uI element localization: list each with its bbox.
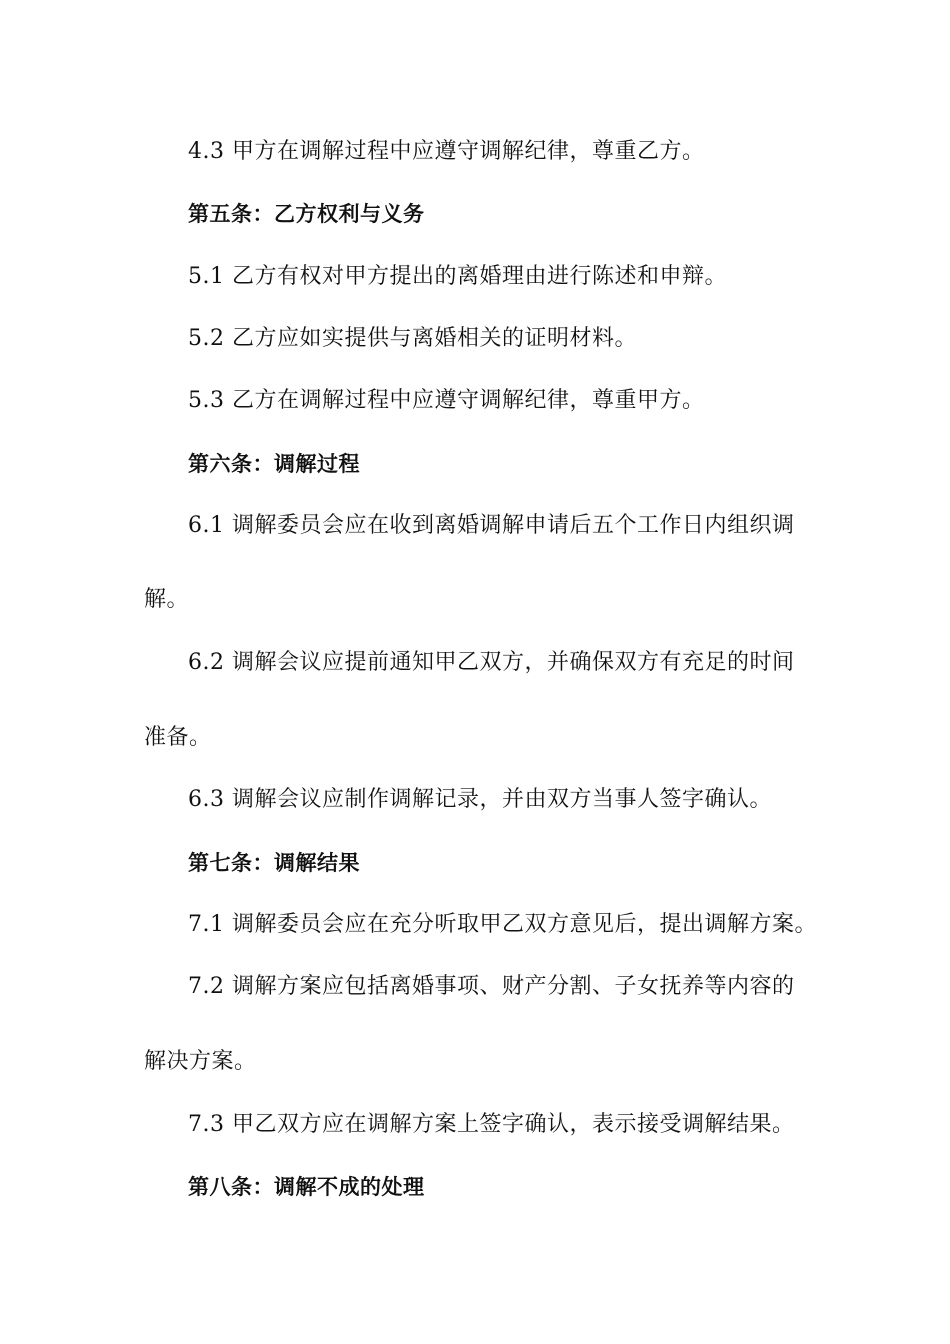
clause-4-3: 4.3 甲方在调解过程中应遵守调解纪律，尊重乙方。 [188, 139, 705, 164]
clause-5-1: 5.1 乙方有权对甲方提出的离婚理由进行陈述和申辩。 [188, 264, 727, 289]
clause-7-1: 7.1 调解委员会应在充分听取甲乙双方意见后，提出调解方案。 [188, 912, 817, 937]
clause-7-3: 7.3 甲乙双方应在调解方案上签字确认，表示接受调解结果。 [188, 1112, 795, 1137]
heading-article-6: 第六条：调解过程 [188, 452, 360, 476]
heading-article-5: 第五条：乙方权利与义务 [188, 202, 425, 226]
clause-6-3: 6.3 调解会议应制作调解记录，并由双方当事人签字确认。 [188, 787, 772, 812]
clause-7-2-continuation: 解决方案。 [144, 1049, 257, 1074]
clause-6-2-continuation: 准备。 [144, 725, 212, 750]
clause-5-2: 5.2 乙方应如实提供与离婚相关的证明材料。 [188, 326, 637, 351]
clause-6-2: 6.2 调解会议应提前通知甲乙双方，并确保双方有充足的时间 [188, 650, 795, 675]
clause-6-1: 6.1 调解委员会应在收到离婚调解申请后五个工作日内组织调 [188, 513, 795, 538]
clause-5-3: 5.3 乙方在调解过程中应遵守调解纪律，尊重甲方。 [188, 388, 705, 413]
clause-7-2: 7.2 调解方案应包括离婚事项、财产分割、子女抚养等内容的 [188, 974, 795, 999]
clause-6-1-continuation: 解。 [144, 587, 190, 612]
heading-article-8: 第八条：调解不成的处理 [188, 1175, 425, 1199]
heading-article-7: 第七条：调解结果 [188, 851, 360, 875]
